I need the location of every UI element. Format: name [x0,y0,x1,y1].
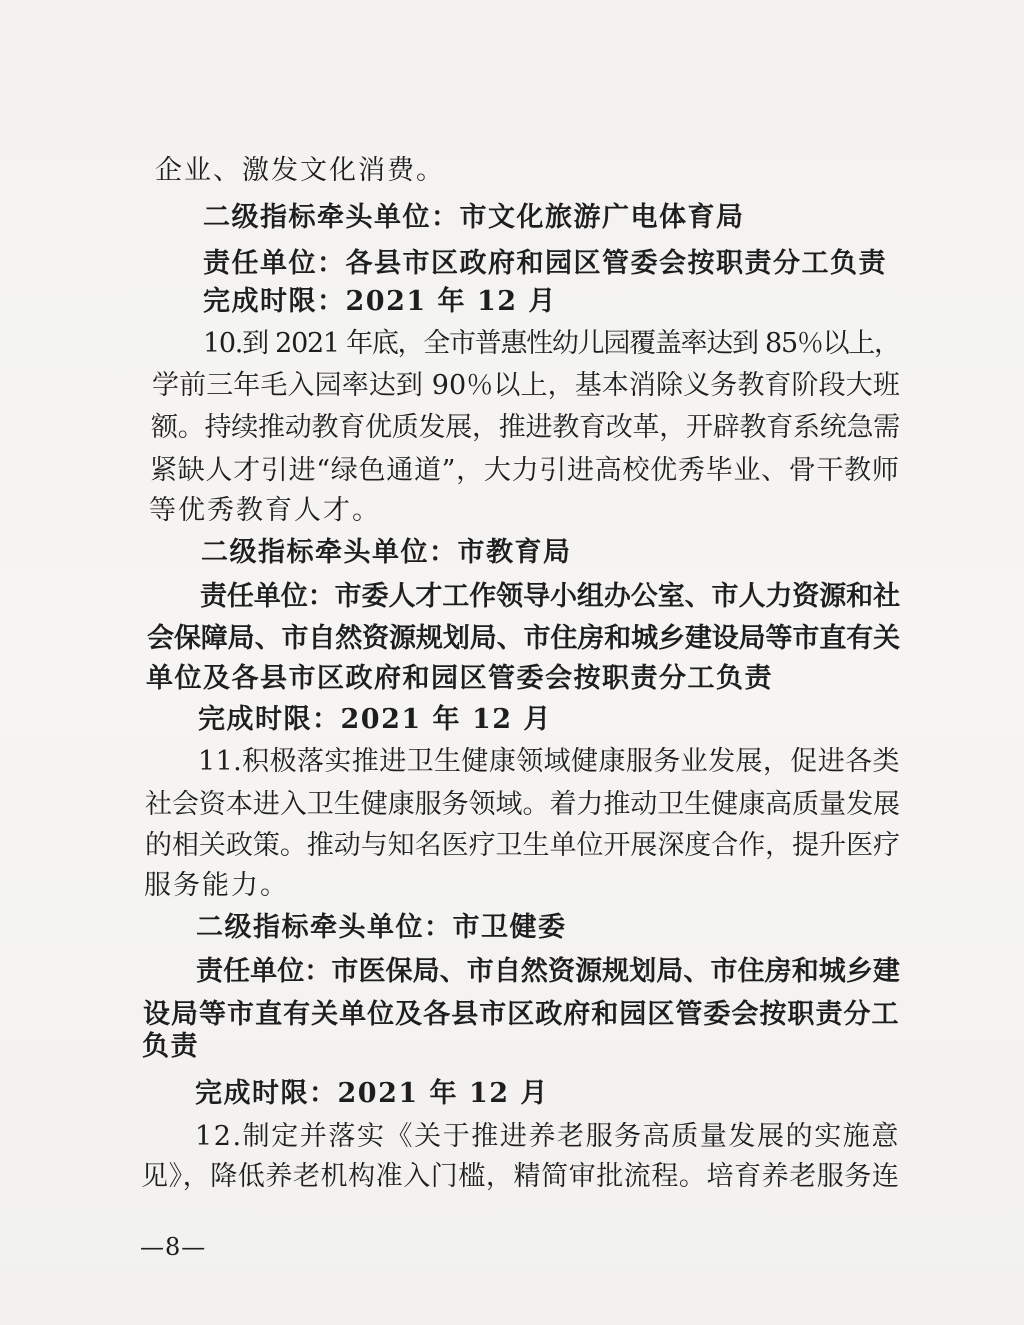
paragraph-line: 学前三年毛入园率达到 90％以上，基本消除义务教育阶段大班 [152,370,900,401]
lead-unit-label: 二级指标牵头单位：市卫健委 [196,912,567,943]
paragraph-line: 企业、激发文化消费。 [155,155,445,186]
responsible-unit-continuation: 单位及各县市区政府和园区管委会按职责分工负责 [146,663,773,694]
deadline-label: 完成时限：2021 年 12 月 [203,286,557,317]
page-number: —8— [140,1233,207,1261]
deadline-label: 完成时限：2021 年 12 月 [198,704,552,735]
paragraph-line: 10.到 2021 年底，全市普惠性幼儿园覆盖率达到 85％以上， [203,328,900,359]
responsible-unit-label: 责任单位：市委人才工作领导小组办公室、市人力资源和社 [200,581,900,612]
lead-unit-label: 二级指标牵头单位：市文化旅游广电体育局 [203,202,745,233]
lead-unit-label: 二级指标牵头单位：市教育局 [201,537,572,568]
responsible-unit-label: 责任单位：市医保局、市自然资源规划局、市住房和城乡建 [196,956,900,987]
paragraph-line: 12.制定并落实《关于推进养老服务高质量发展的实施意 [195,1121,900,1152]
responsible-unit-label: 责任单位：各县市区政府和园区管委会按职责分工负责 [203,248,887,279]
responsible-unit-continuation: 会保障局、市自然资源规划局、市住房和城乡建设局等市直有关 [147,623,900,654]
paragraph-line: 服务能力。 [144,870,289,901]
paragraph-line: 额。持续推动教育优质发展，推进教育改革，开辟教育系统急需 [151,412,900,443]
paragraph-line: 11.积极落实推进卫生健康领域健康服务业发展，促进各类 [198,746,900,777]
paragraph-line: 见》，降低养老机构准入门槛，精简审批流程。培育养老服务连 [141,1161,900,1192]
paragraph-line: 等优秀教育人才。 [149,495,381,526]
paragraph-line: 紧缺人才引进“绿色通道”，大力引进高校优秀毕业、骨干教师 [150,455,900,486]
deadline-label: 完成时限：2021 年 12 月 [195,1078,549,1109]
paragraph-line: 社会资本进入卫生健康服务领域。着力推动卫生健康高质量发展 [145,789,900,820]
paragraph-line: 的相关政策。推动与知名医疗卫生单位开展深度合作，提升医疗 [145,830,900,861]
responsible-unit-continuation: 设局等市直有关单位及各县市区政府和园区管委会按职责分工 [143,999,900,1030]
responsible-unit-continuation: 负责 [142,1031,199,1062]
